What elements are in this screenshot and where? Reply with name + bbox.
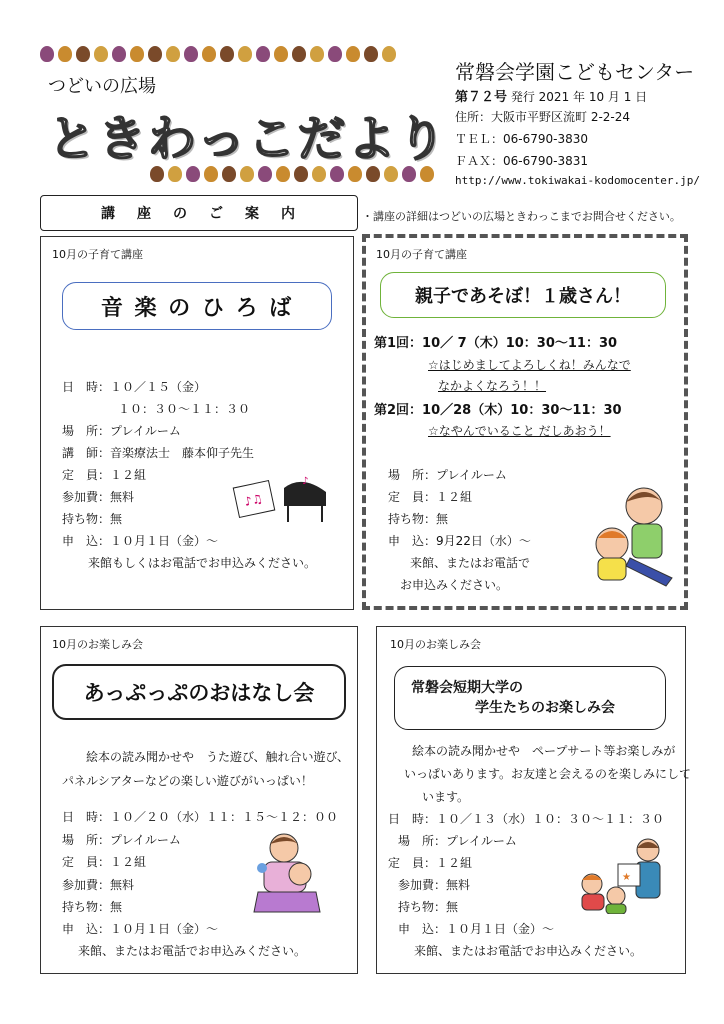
organization-name: 常磐会学園こどもセンター xyxy=(455,60,695,84)
event-storytime-apply-note: 来館、またはお電話でお申込みください。 xyxy=(78,944,307,958)
newsletter-subtitle: つどいの広場 xyxy=(48,76,156,97)
course-music-category: 10月の子育て講座 xyxy=(52,248,143,261)
event-students-apply-note: 来館、またはお電話でお申込みください。 xyxy=(414,944,643,958)
svg-text:♪: ♪ xyxy=(302,476,309,487)
event-students-date: 日 時：１０／１３（水）１０：３０～１１：３０ xyxy=(388,812,665,826)
event-storytime-bring: 持ち物：無 xyxy=(62,900,123,914)
mother-baby-illustration xyxy=(250,830,326,916)
course-toddler-apply-note-a: 来館、またはお電話で xyxy=(410,556,531,570)
newsletter-title: ときわっこだより xyxy=(48,111,448,167)
course-music-date: 日 時：１０／１５（金） xyxy=(62,380,207,394)
course-music-place: 場 所：プレイルーム xyxy=(62,424,181,438)
event-students-apply: 申 込：１０月１日（金）～ xyxy=(398,922,555,936)
event-storytime-apply: 申 込：１０月１日（金）～ xyxy=(62,922,219,936)
website-url[interactable]: http://www.tokiwakai-kodomocenter.jp/ xyxy=(455,174,701,187)
course-music-fee: 参加費：無料 xyxy=(62,490,135,504)
course-toddler-session1: 第1回：10／ 7（木）10：30～11：30 xyxy=(374,336,618,351)
event-students-place: 場 所：プレイルーム xyxy=(398,834,517,848)
autumn-decoration-top xyxy=(40,42,400,66)
event-students-category: 10月のお楽しみ会 xyxy=(390,638,481,651)
address: 住所：大阪市平野区流町 2-2-24 xyxy=(455,110,631,124)
course-toddler-capacity: 定 員：１２組 xyxy=(388,490,473,504)
course-toddler-title: 親子であそぼ！１歳さん！ xyxy=(380,272,666,318)
course-music-time: １０：３０～１１：３０ xyxy=(118,402,251,416)
course-toddler-session1-note-b: なかよくなろう！！ xyxy=(438,379,547,393)
course-toddler-apply-note-b: お申込みください。 xyxy=(400,578,509,592)
course-music-bring: 持ち物：無 xyxy=(62,512,123,526)
parent-child-illustration xyxy=(582,482,678,590)
course-toddler-session2-note: ☆なやんでいること だしあおう！ xyxy=(428,424,611,438)
event-students-desc-b: いっぱいあります。お友達と会えるのを楽しみにして xyxy=(404,767,692,781)
fax: ＦＡＸ：06-6790-3831 xyxy=(455,154,589,168)
event-storytime-date: 日 時：１０／２０（水）１１：１５～１２：００ xyxy=(62,810,339,824)
course-music-apply: 申 込：１０月１日（金）～ xyxy=(62,534,219,548)
section-note: ・講座の詳細はつどいの広場ときわっこまでお問合せください。 xyxy=(362,210,681,223)
event-storytime-desc-a: 絵本の読み聞かせや うた遊び、触れ合い遊び、 xyxy=(86,750,350,764)
svg-text:★: ★ xyxy=(622,872,631,883)
event-storytime-capacity: 定 員：１２組 xyxy=(62,855,147,869)
course-toddler-apply: 申 込：9月22日（水）～ xyxy=(388,534,531,548)
storytelling-illustration xyxy=(578,836,670,914)
event-students-capacity: 定 員：１２組 xyxy=(388,856,473,870)
event-students-title xyxy=(394,666,666,730)
course-toddler-session1-note-a: ☆はじめましてよろしくね！みんなで xyxy=(428,358,631,372)
event-storytime-place: 場 所：プレイルーム xyxy=(62,833,181,847)
telephone: ＴＥＬ：06-6790-3830 xyxy=(455,132,589,146)
issue-date: 発行 2021 年 10 月 1 日 xyxy=(510,90,648,104)
event-students-bring: 持ち物：無 xyxy=(398,900,459,914)
course-toddler-place: 場 所：プレイルーム xyxy=(388,468,507,482)
event-students-title-line1: 常磐会短期大学の xyxy=(411,680,523,696)
issue-line xyxy=(455,86,647,105)
course-toddler-bring: 持ち物：無 xyxy=(388,512,449,526)
course-music-lecturer: 講 師：音楽療法士 藤本仰子先生 xyxy=(62,446,255,460)
piano-illustration xyxy=(232,470,332,526)
course-music-capacity: 定 員：１２組 xyxy=(62,468,147,482)
event-storytime-category: 10月のお楽しみ会 xyxy=(52,638,143,651)
issue-number: 第７２号 xyxy=(455,90,508,105)
event-students-title-line2: 学生たちのお楽しみ会 xyxy=(475,700,615,716)
event-students-fee: 参加費：無料 xyxy=(398,878,471,892)
svg-text:♪♫: ♪♫ xyxy=(242,491,264,509)
event-storytime-desc-b: パネルシアターなどの楽しい遊びがいっぱい！ xyxy=(62,774,313,788)
event-storytime-fee: 参加費：無料 xyxy=(62,878,135,892)
course-music-title: 音 楽 の ひ ろ ば xyxy=(62,282,332,330)
event-storytime-title: あっぷっぷのおはなし会 xyxy=(52,664,346,720)
event-students-desc-a: 絵本の読み聞かせや ペープサート等お楽しみが xyxy=(412,744,676,758)
event-students-desc-c: います。 xyxy=(422,790,470,804)
course-toddler-session2: 第2回：10／28（木）10：30～11：30 xyxy=(374,403,622,418)
course-music-apply-note: 来館もしくはお電話でお申込みください。 xyxy=(88,556,317,570)
course-toddler-category: 10月の子育て講座 xyxy=(376,248,467,261)
section-heading: 講座のご案内 xyxy=(40,195,358,231)
